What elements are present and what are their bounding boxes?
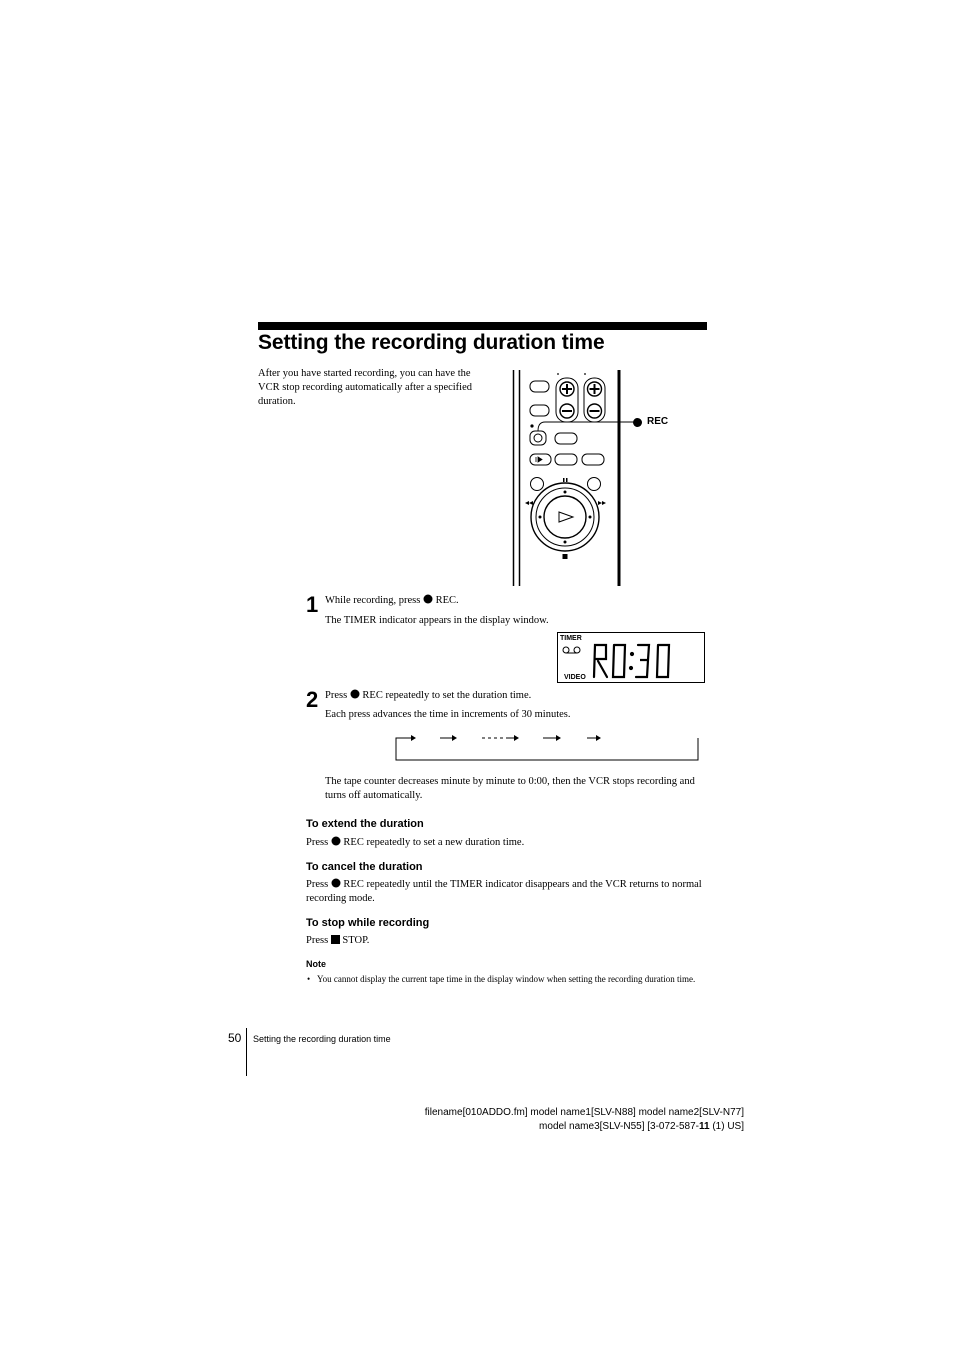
- note-text: You cannot display the current tape time in the display window when setting the recording duration time.: [317, 974, 696, 984]
- remote-control-illustration: [505, 368, 685, 590]
- rec-dot-icon: [423, 594, 433, 604]
- stop-square-icon: [331, 935, 340, 944]
- section-heading: To cancel the duration: [306, 861, 423, 873]
- intro-paragraph: After you have started recording, you can have the VCR stop recording automatically after a specified duration.: [258, 368, 473, 407]
- video-indicator: VIDEO: [564, 674, 586, 681]
- rec-dot-icon: [331, 836, 341, 846]
- display-window: [557, 632, 705, 683]
- step-instruction: While recording, press REC.: [325, 595, 459, 606]
- tape-icon: [562, 646, 582, 654]
- rec-dot-icon: [350, 689, 360, 699]
- step-result: The TIMER indicator appears in the display window.: [325, 615, 549, 626]
- section-text: Press REC repeatedly to set a new duration time.: [306, 837, 525, 848]
- note-bullet: •: [307, 974, 311, 984]
- rec-dot-icon: [331, 878, 341, 888]
- step-instruction: Press REC repeatedly to set the duration time.: [325, 690, 532, 701]
- timer-indicator: TIMER: [560, 635, 582, 642]
- file-metadata-line1: filename[010ADDO.fm] model name1[SLV-N88] model name2[SLV-N77]: [424, 1107, 744, 1118]
- step-number: 1: [306, 592, 319, 617]
- step-result: Each press advances the time in increments of 30 minutes.: [325, 709, 571, 720]
- title-rule: [258, 322, 707, 330]
- footer-divider: [246, 1028, 247, 1076]
- section-heading: To stop while recording: [306, 917, 430, 929]
- section-heading: To extend the duration: [306, 818, 424, 830]
- rec-dot-icon: [632, 417, 643, 428]
- page-number: 50: [228, 1031, 242, 1045]
- file-metadata-line2: model name3[SLV-N55] [3-072-587-11 (1) US]: [539, 1121, 744, 1132]
- note-heading: Note: [306, 959, 326, 969]
- display-readout: [592, 643, 678, 679]
- remote-rec-label: REC: [647, 416, 669, 427]
- duration-cycle-diagram: [392, 732, 702, 762]
- running-footer: Setting the recording duration time: [253, 1034, 391, 1044]
- stop-explanation: The tape counter decreases minute by minute to 0:00, then the VCR stops recording and turns off automatically.: [325, 776, 695, 801]
- section-text: Press STOP.: [306, 935, 370, 946]
- page-title: Setting the recording duration time: [258, 331, 605, 354]
- step-number: 2: [306, 687, 319, 712]
- section-text: Press REC repeatedly until the TIMER indicator disappears and the VCR returns to normal recording mode.: [306, 879, 702, 904]
